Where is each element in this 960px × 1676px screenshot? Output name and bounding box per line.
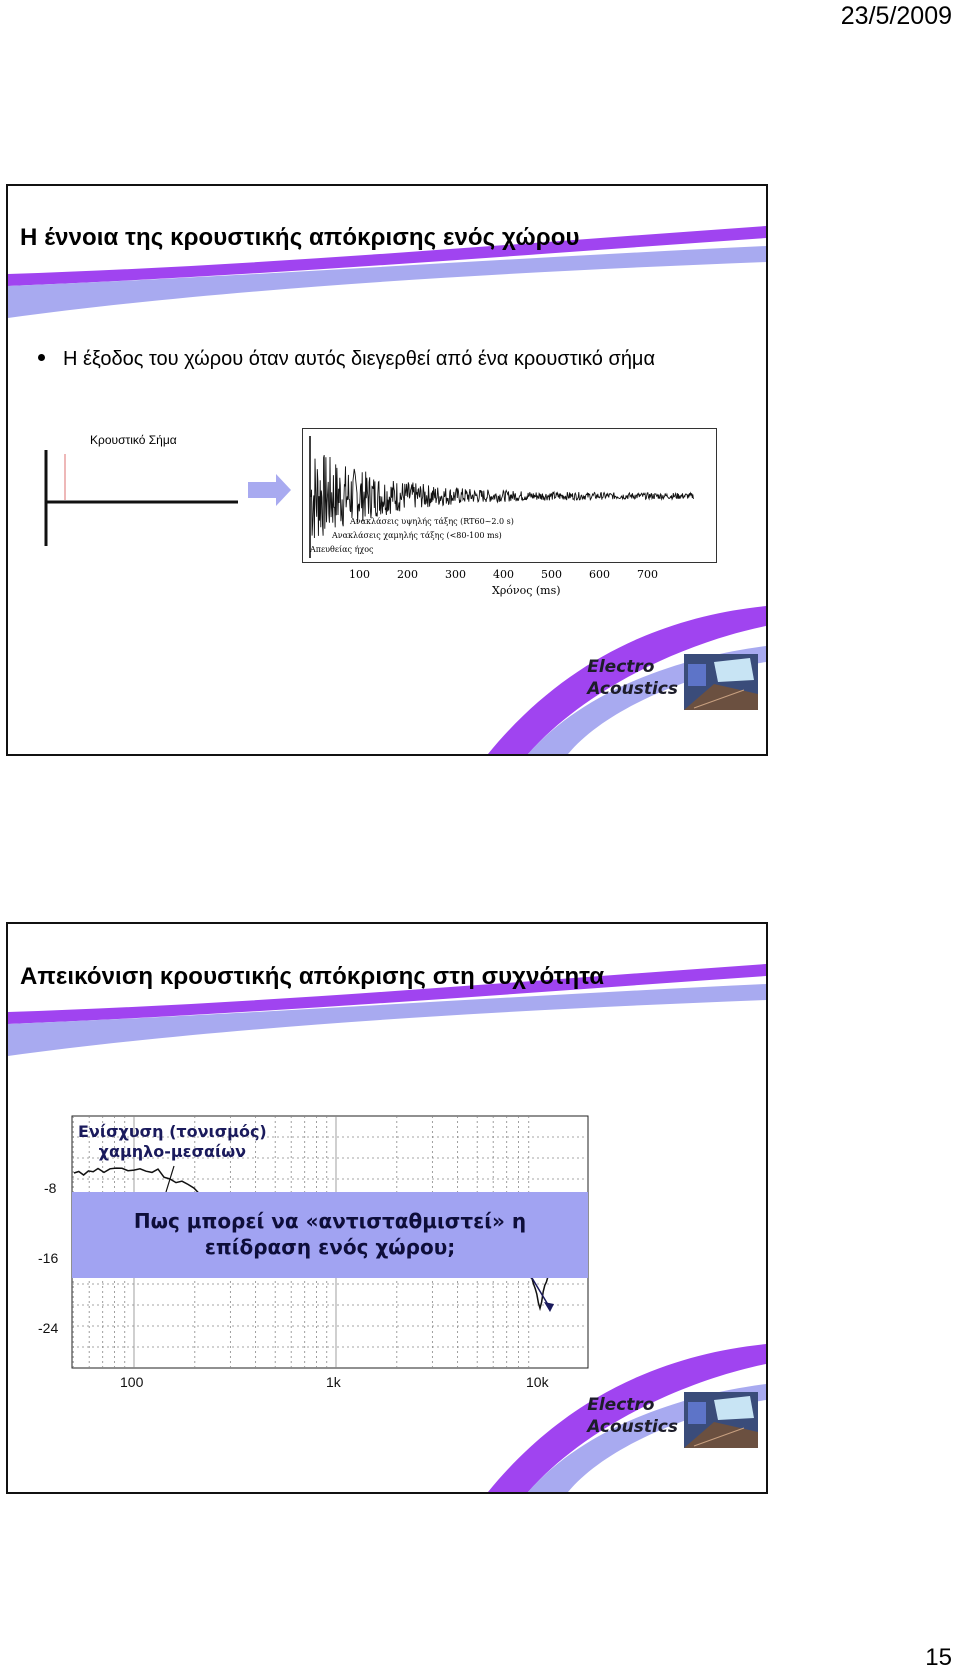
slide-impulse-response — [6, 184, 768, 756]
x-tick-label: 500 — [541, 568, 562, 581]
x-tick-label: 200 — [397, 568, 418, 581]
brand-name — [587, 1394, 678, 1438]
y-tick-label: -16 — [38, 1250, 59, 1266]
x-tick-label: 700 — [637, 568, 658, 581]
x-tick-label: 400 — [493, 568, 514, 581]
slide-title: Απεικόνιση κρουστικής απόκρισης στη συχνότητα — [20, 963, 605, 990]
x-tick-label: 100 — [120, 1374, 144, 1390]
x-tick-label: 300 — [445, 568, 466, 581]
callout-line-1: Ενίσχυση (τονισμός) — [78, 1122, 267, 1141]
callout-line-2: χαμηλο-μεσαίων — [98, 1142, 247, 1161]
annotation-low-order: Ανακλάσεις χαμηλής τάξης (<80-100 ms) — [332, 531, 502, 540]
bullet-text: Η έξοδος του χώρου όταν αυτός διεγερθεί από ένα κρουστικό σήμα — [63, 348, 656, 370]
y-tick-label: -24 — [38, 1320, 59, 1336]
brand-logo-image — [684, 1392, 758, 1448]
x-tick-label: 600 — [589, 568, 610, 581]
overlay-text — [72, 1208, 588, 1260]
y-tick-label: -8 — [44, 1180, 57, 1196]
brand-line-2: Acoustics — [587, 679, 678, 699]
x-axis-label: Χρόνος (ms) — [492, 584, 561, 597]
brand-logo-image — [684, 654, 758, 710]
slide-title: Η έννοια της κρουστικής απόκρισης ενός χώρου — [20, 224, 580, 251]
brand-line-2: Acoustics — [587, 1417, 678, 1437]
brand-name — [587, 656, 678, 700]
overlay-line-1: Πως μπορεί να «αντισταθμιστεί» η — [133, 1209, 527, 1233]
impulse-response-chart — [302, 428, 718, 598]
brand-line-1: Electro — [587, 657, 655, 677]
annotation-high-order: Ανακλάσεις υψηλής τάξης (RT60~2.0 s) — [350, 517, 514, 526]
callout-label — [78, 1122, 267, 1162]
page-number: 15 — [925, 1644, 952, 1671]
x-tick-label: 1k — [326, 1374, 341, 1390]
x-tick-label: 10k — [526, 1374, 549, 1390]
overlay-line-2: επίδραση ενός χώρου; — [204, 1235, 456, 1259]
question-overlay — [72, 1192, 588, 1278]
slide-frequency-response — [6, 922, 768, 1494]
annotation-direct-sound: Απευθείας ήχος — [310, 545, 374, 554]
arrow-icon — [248, 474, 291, 506]
x-tick-label: 100 — [349, 568, 370, 581]
brand-line-1: Electro — [587, 1395, 655, 1415]
header-date: 23/5/2009 — [840, 2, 952, 30]
impulse-label: Κρουστικό Σήμα — [90, 433, 177, 447]
